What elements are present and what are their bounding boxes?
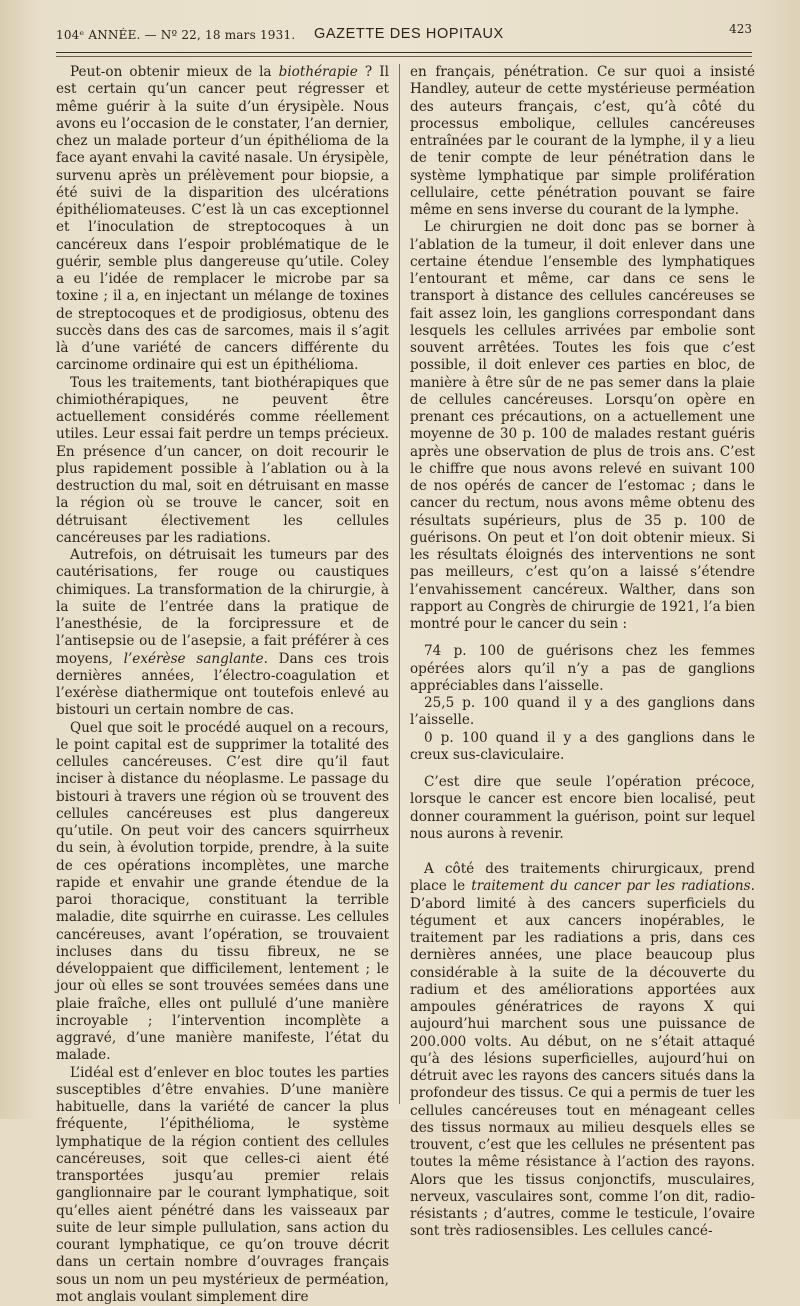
paragraph-autrefois: Autrefois, on détruisait les tumeurs par des cautérisations, fer rouge ou caustiques chimiques. La transformation de la chirurgie, à la suite de l’entrée dans la pratique de l’anesthésie, de la forcipressure et de l’antisepsie ou de l’asepsie, a fait préférer à ces moyens, l’exérèse sanglante. Dans ces trois dernières années, l’électro-coagulation et l’exérèse diathermique ont toutefois enlevé au bistouri un certain nombre de cas. bbox=[56, 547, 389, 720]
statistic-item: 0 p. 100 quand il y a des ganglions dans le creux sus-claviculaire. bbox=[410, 730, 755, 765]
header-rule bbox=[56, 52, 752, 53]
term-exerese: l’exérèse sanglante bbox=[124, 651, 264, 667]
journal-title: GAZETTE DES HOPITAUX bbox=[314, 26, 504, 42]
issue-info: 104ᵉ ANNÉE. — Nº 22, 18 mars 1931. bbox=[56, 28, 295, 42]
paragraph-traitements: Tous les traitements, tant biothérapiques que chimiothérapiques, ne peuvent être actuellement considérés comme réellement utiles. Leur essai fait perdre un temps précieux. En présence d’un cancer, on doit recourir le plus rapidement possible à l’ablation ou à la destruction du mal, soit en détruisant en masse la région où se trouve le cancer, soit en détruisant électivement les cellules cancéreuses par les radiations. bbox=[56, 375, 389, 548]
paragraph-ideal: L’idéal est d’enlever en bloc toutes les parties susceptibles d’être envahies. D’une manière habituelle, dans la variété de cancer la plus fréquente, l’épithélioma, le système lymphatique de la région contient des cellules cancéreuses, soit que celles-ci aient été transportées jusqu’au premier relais ganglionnaire par le courant lymphatique, soit qu’elles aient pénétré dans les vaisseaux par suite de leur simple pullulation, sans action du courant lymphatique, ce qu’on trouve décrit dans un certain nombre d’ouvrages français sous un nom un peu mystérieux de perméation, mot anglais voulant simplement dire bbox=[56, 1065, 389, 1306]
paragraph-procede: Quel que soit le procédé auquel on a recours, le point capital est de supprimer la totalité des cellules cancéreuses. C’est dire qu’il faut inciser à distance du néoplasme. Le passage du bistouri à travers une région où se trouvent des cellules cancéreuses est plus dangereux qu’utile. On peut voir des cancers squirrheux du sein, à évolution torpide, prendre, à la suite de ces opérations incomplètes, une marche rapide et envahir une grande étendue de la paroi thoracique, constituant la terrible maladie, dite squirrhe en cuirasse. Les cellules cancéreuses, avant l’opération, se trouvaient incluses dans du tissu fibreux, ne se développaient que difficilement, lentement ; le jour où elles se sont trouvées semées dans une plaie fraîche, elles ont pullulé d’une manière incroyable ; l’intervention incomplète a aggravé, d’une manière manifeste, l’état du malade. bbox=[56, 720, 389, 1065]
statistic-item: 25,5 p. 100 quand il y a des ganglions dans l’aisselle. bbox=[410, 695, 755, 730]
page-number: 423 bbox=[729, 22, 752, 36]
term-biotherapie: biothérapie bbox=[279, 64, 358, 80]
paragraph-operation-precoce: C’est dire que seule l’opération précoce, lorsque le cancer est encore bien localisé, peut donner couramment la guérison, point sur lequel nous aurons à revenir. bbox=[410, 774, 755, 843]
right-column bbox=[410, 64, 755, 1241]
left-column bbox=[56, 64, 389, 1306]
header-rule-thin bbox=[56, 56, 752, 57]
term-radiations: traitement du cancer par les radiations bbox=[471, 878, 750, 894]
paragraph-continuation: en français, pénétration. Ce sur quoi a insisté Handley, auteur de cette mystérieuse perméation des auteurs français, c’est, qu’à côté du processus embolique, cellules cancéreuses entraînées par le courant de la lymphe, il y a lieu de tenir compte de leur pénétration dans le système lymphatique par simple prolifération cellulaire, cette pénétration pouvant se faire même en sens inverse du courant de la lymphe. bbox=[410, 64, 755, 219]
paragraph-biotherapie: Peut-on obtenir mieux de la biothérapie ? Il est certain qu’un cancer peut régresser et même guérir à la suite d’un érysipèle. Nous avons eu l’occasion de le constater, l’an dernier, chez un malade porteur d’un épithélioma de la face ayant envahi la cavité nasale. Un érysipèle, survenu après un prélèvement pour biopsie, a été suivi de la disparition des ulcérations épithéliomateuses. C’est là un cas exceptionnel et l’inoculation de streptocoques à un cancéreux dans l’espoir problématique de le guérir, semble plus dangereuse qu’utile. Coley a eu l’idée de remplacer le microbe par sa toxine ; il a, en injectant un mélange de toxines de streptocoques et de prodigiosus, obtenu des succès dans des cas de sarcomes, mais il s’agit là d’une variété de cancers différente du carcinome ordinaire qui est un épithélioma. bbox=[56, 64, 389, 375]
column-divider bbox=[399, 64, 400, 1104]
paragraph-chirurgien: Le chirurgien ne doit donc pas se borner à l’ablation de la tumeur, il doit enlever dans une certaine étendue l’ensemble des lymphatiques l’entourant et même, car dans ce sens le transport à distance des cellules cancéreuses se fait assez loin, les ganglions correspondant dans lesquels les cellules arrivées par embolie sont souvent arrêtées. Toutes les fois que c’est possible, il doit enlever ces parties en bloc, de manière à être sûr de ne pas semer dans la plaie de cellules cancéreuses. Lorsqu’on opère en prenant ces précautions, on a actuellement une moyenne de 30 p. 100 de malades restant guéris après une observation de plus de trois ans. C’est le chiffre que nous avons relevé en suivant 100 de nos opérés de cancer de l’estomac ; dans le cancer du rectum, nous avons même obtenu des résultats supérieurs, plus de 35 p. 100 de guérisons. On peut et l’on doit obtenir mieux. Si les résultats éloignés des interventions ne sont pas meilleurs, c’est qu’on a laissé s’étendre l’envahissement cancéreux. Walther, dans son rapport au Congrès de chirurgie de 1921, l’a bien montré pour le cancer du sein : bbox=[410, 219, 755, 633]
page-header bbox=[56, 22, 752, 50]
statistic-item: 74 p. 100 de guérisons chez les femmes opérées alors qu’il n’y a pas de ganglions appréciables dans l’aisselle. bbox=[410, 643, 755, 695]
paragraph-radiations: A côté des traitements chirurgicaux, prend place le traitement du cancer par les radiations. D’abord limité à des cancers superficiels du tégument et aux cancers inopérables, le traitement par les radiations a pris, dans ces dernières années, une place beaucoup plus considérable à la suite de la découverte du radium et des améliorations apportées aux ampoules génératrices de rayons X qui aujourd’hui marchent sous une puissance de 200.000 volts. Au début, on ne s’était attaqué qu’à des lésions superficielles, aujourd’hui on détruit avec les rayons des cancers situés dans la profondeur des tissus. Ce qui a permis de tuer les cellules cancéreuses tout en ménageant celles des tissus normaux au milieu desquels elles se trouvent, c’est que les cellules ne présentent pas toutes la même résistance à l’action des rayons. Alors que les tissus conjonctifs, musculaires, nerveux, vasculaires sont, comme l’on dit, radio-résistants ; d’autres, comme le testicule, l’ovaire sont très radiosensibles. Les cellules cancé- bbox=[410, 861, 755, 1241]
